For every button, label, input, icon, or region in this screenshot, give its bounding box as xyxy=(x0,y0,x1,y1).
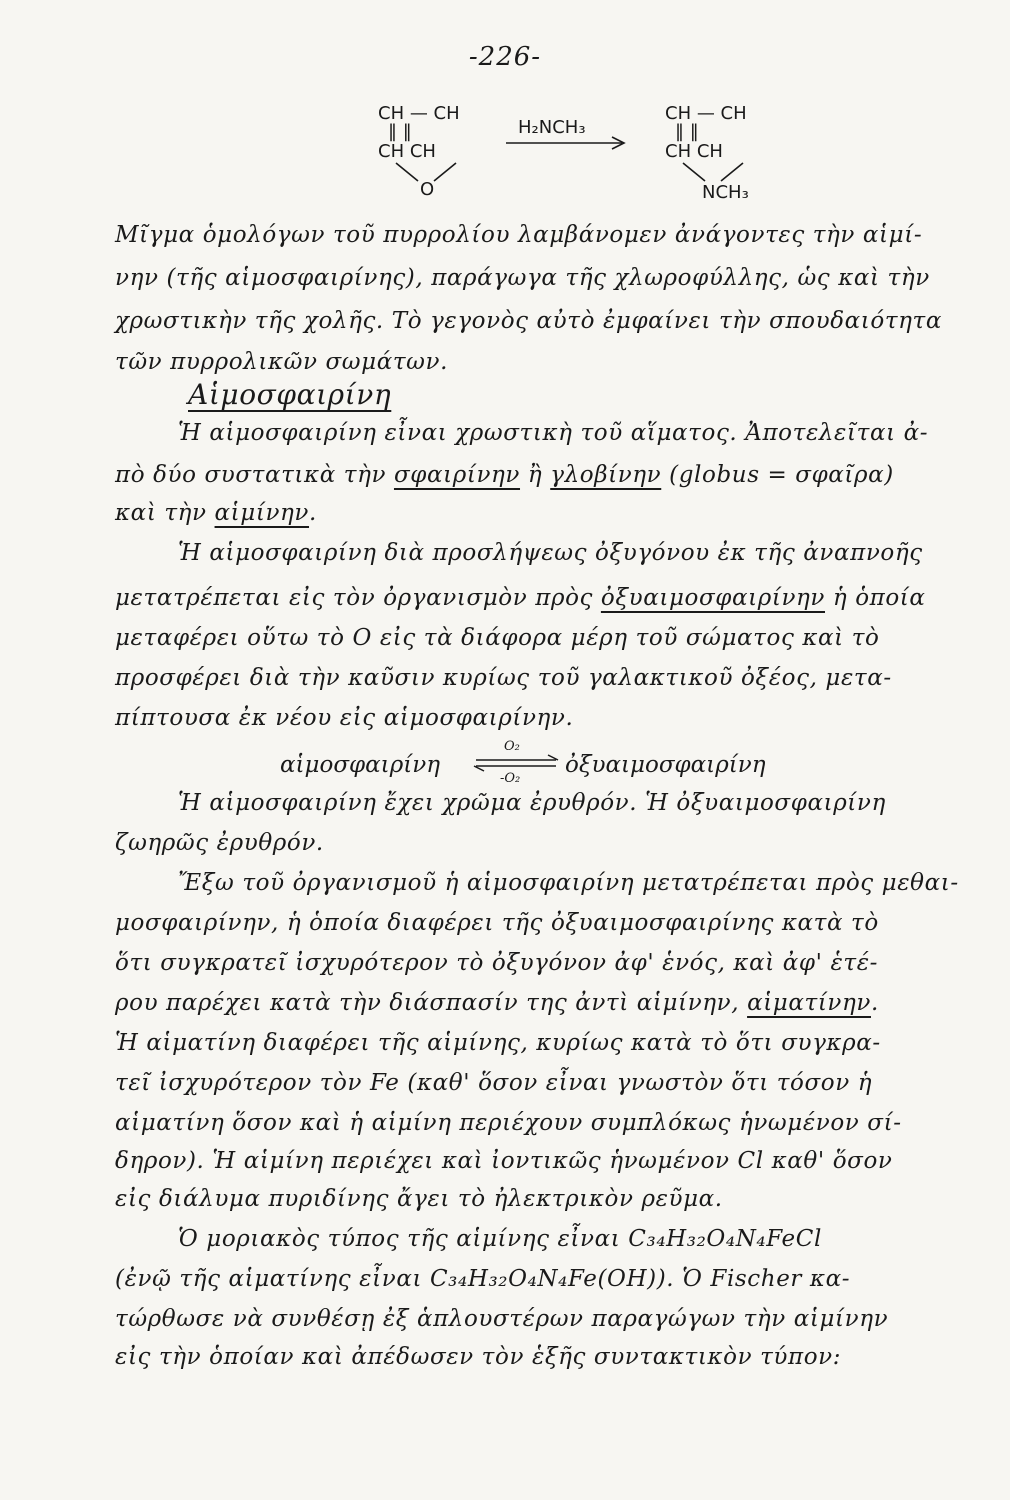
text-line: τώρθωσε νὰ συνθέσῃ ἐξ ἁπλουστέρων παραγώγων τὴν αἱμίνην xyxy=(115,1306,889,1332)
furan-bond-left xyxy=(396,163,418,181)
text-fragment: . xyxy=(870,990,879,1016)
text-line xyxy=(115,585,995,611)
underlined-term-sfairini: σφαιρίνην xyxy=(393,462,521,488)
text-fragment: ἢ xyxy=(520,462,551,488)
pyrrole-bottom-row: CH CH xyxy=(665,141,723,162)
text-line: μεταφέρει οὕτω τὸ O εἰς τὰ διάφορα μέρη τοῦ σώματος καὶ τὸ xyxy=(115,625,880,651)
section-heading-text: Αἱμοσφαιρίνη xyxy=(188,378,392,411)
underlined-term-oxyhemoglobin: ὀξυαιμοσφαιρίνην xyxy=(600,585,825,611)
text-line: δηρον). Ἡ αἱμίνη περιέχει καὶ ἰοντικῶς ἡνωμένον Cl καθ' ὅσον xyxy=(115,1148,893,1174)
underlined-term-aimatini: αἱματίνην xyxy=(747,990,871,1016)
text-fragment: . xyxy=(309,500,317,526)
text-line: εἰς διάλυμα πυριδίνης ἄγει τὸ ἠλεκτρικὸν ρεῦμα. xyxy=(115,1186,723,1212)
text-line: ζωηρῶς ἐρυθρόν. xyxy=(115,830,324,856)
text-line: μοσφαιρίνην, ἡ ὁποία διαφέρει τῆς ὀξυαιμοσφαιρίνης κατὰ τὸ xyxy=(115,910,879,936)
text-fragment: ρου παρέχει κατὰ τὴν διάσπασίν της ἀντὶ αἱμίνην, xyxy=(115,990,748,1016)
text-line: προσφέρει διὰ τὴν καῦσιν κυρίως τοῦ γαλακτικοῦ ὀξέος, μετα- xyxy=(115,665,892,691)
text-line: αἱματίνη ὅσον καὶ ἡ αἱμίνη περιέχουν συμπλόκως ἡνωμένον σί- xyxy=(115,1110,902,1136)
page-number: -226- xyxy=(468,42,542,72)
equation-right: ὀξυαιμοσφαιρίνη xyxy=(565,752,766,778)
furan-double-bonds: ‖ ‖ xyxy=(388,121,412,142)
text-line: τῶν πυρρολικῶν σωμάτων. xyxy=(115,349,448,375)
equation-under-label: -O₂ xyxy=(500,771,521,786)
underlined-term-globini: γλοβίνην xyxy=(550,462,662,488)
text-line: Ἡ αἱματίνη διαφέρει τῆς αἱμίνης, κυρίως κατὰ τὸ ὅτι συγκρα- xyxy=(115,1030,881,1056)
text-line: Ἔξω τοῦ ὀργανισμοῦ ἡ αἱμοσφαιρίνη μετατρέπεται πρὸς μεθαι- xyxy=(178,870,959,896)
text-line xyxy=(115,500,995,526)
pyrrole-synthesis-scheme xyxy=(360,95,790,210)
equilibrium-equation xyxy=(280,739,840,792)
text-line: χρωστικὴν τῆς χολῆς. Τὸ γεγονὸς αὐτὸ ἐμφαίνει τὴν σπουδαιότητα xyxy=(115,308,942,334)
equilibrium-arrows xyxy=(472,738,562,788)
text-line: (ἐνῷ τῆς αἱματίνης εἶναι C₃₄H₃₂O₄N₄Fe(OH)). Ὁ Fischer κα- xyxy=(115,1266,851,1292)
furan-top-row: CH — CH xyxy=(378,103,460,124)
text-line xyxy=(115,462,995,488)
section-heading xyxy=(188,378,1010,411)
furan-bottom-row: CH CH xyxy=(378,141,436,162)
text-fragment: ἡ ὁποία xyxy=(825,585,926,611)
pyrrole-double-bonds: ‖ ‖ xyxy=(675,121,699,142)
pyrrole-bond-left xyxy=(683,163,705,181)
pyrrole-bond-right xyxy=(721,163,743,181)
reagent-label: H₂NCH₃ xyxy=(518,117,586,138)
equation-over-label: O₂ xyxy=(504,739,520,754)
text-fragment: καὶ τὴν xyxy=(115,500,215,526)
text-line xyxy=(115,990,995,1016)
text-line: Ἡ αἱμοσφαιρίνη διὰ προσλήψεως ὀξυγόνου ἐκ τῆς ἀναπνοῆς xyxy=(178,540,923,566)
pyrrole-top-row: CH — CH xyxy=(665,103,747,124)
text-line: Ὁ μοριακὸς τύπος τῆς αἱμίνης εἶναι C₃₄H₃₂O₄N₄FeCl xyxy=(178,1226,822,1252)
text-line: Μῖγμα ὁμολόγων τοῦ πυρρολίου λαμβάνομεν ἀνάγοντες τὴν αἱμί- xyxy=(115,222,923,248)
text-line: νην (τῆς αἱμοσφαιρίνης), παράγωγα τῆς χλωροφύλλης, ὡς καὶ τὴν xyxy=(115,265,930,291)
text-line: Ἡ αἱμοσφαιρίνη εἶναι χρωστικὴ τοῦ αἵματος. Ἀποτελεῖται ἀ- xyxy=(178,420,929,446)
pyrrole-nitrogen-methyl: NCH₃ xyxy=(702,182,749,203)
text-fragment: (globus = σφαῖρα) xyxy=(661,462,894,488)
text-line: ὅτι συγκρατεῖ ἰσχυρότερον τὸ ὀξυγόνον ἀφ' ἑνός, καὶ ἀφ' ἑτέ- xyxy=(115,950,879,976)
equation-left: αἱμοσφαιρίνη xyxy=(280,752,441,778)
text-line: Ἡ αἱμοσφαιρίνη ἔχει χρῶμα ἐρυθρόν. Ἡ ὀξυαιμοσφαιρίνη xyxy=(178,790,886,816)
underlined-term-aimini: αἱμίνην xyxy=(214,500,310,526)
text-fragment: πὸ δύο συστατικὰ τὴν xyxy=(115,462,394,488)
text-line: πίπτουσα ἐκ νέου εἰς αἱμοσφαιρίνην. xyxy=(115,705,574,731)
furan-oxygen: O xyxy=(420,179,435,200)
text-fragment: μετατρέπεται εἰς τὸν ὀργανισμὸν πρὸς xyxy=(115,585,601,611)
text-line: εἰς τὴν ὁποίαν καὶ ἀπέδωσεν τὸν ἑξῆς συντακτικὸν τύπον: xyxy=(115,1344,842,1370)
furan-bond-right xyxy=(434,163,456,181)
text-line: τεῖ ἰσχυρότερον τὸν Fe (καθ' ὅσον εἶναι γνωστὸν ὅτι τόσον ἡ xyxy=(115,1070,873,1096)
